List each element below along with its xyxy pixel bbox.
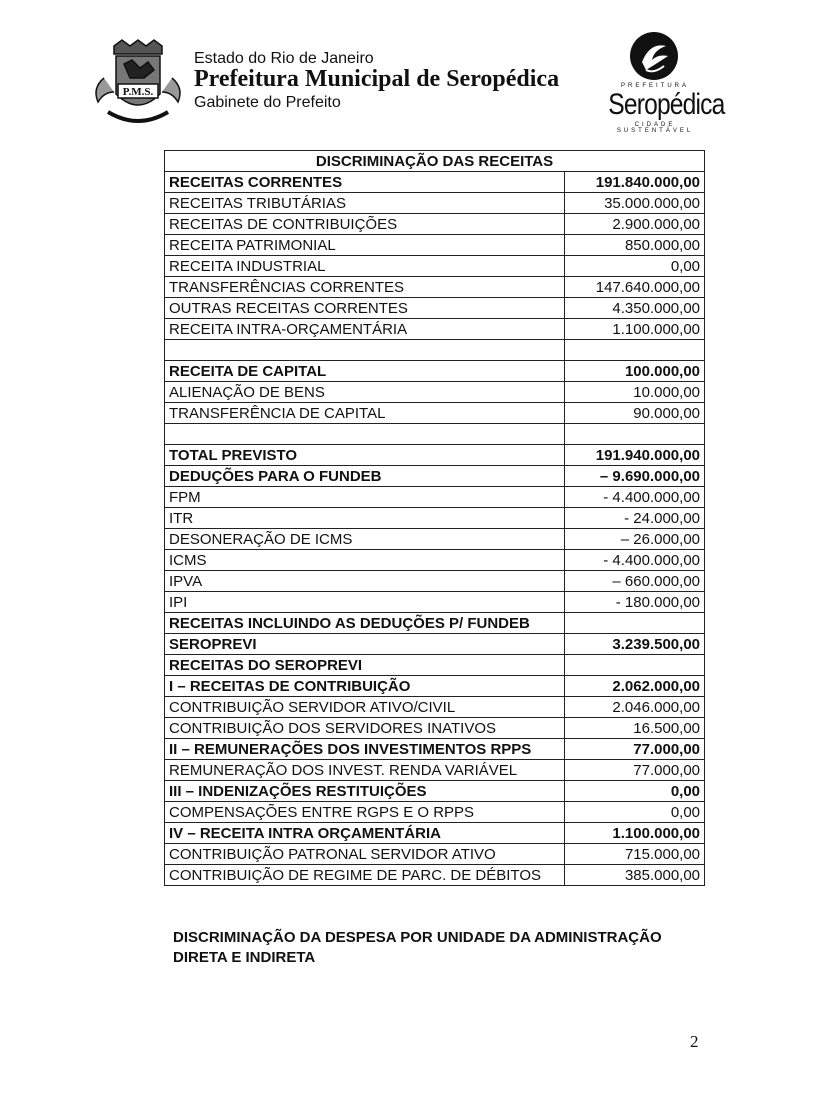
row-value <box>565 424 705 445</box>
table-row <box>165 760 705 781</box>
table-row <box>165 823 705 844</box>
table-row <box>165 319 705 340</box>
row-label: DESONERAÇÃO DE ICMS <box>165 529 565 550</box>
table-row <box>165 361 705 382</box>
row-value: – 9.690.000,00 <box>565 466 705 487</box>
table-row <box>165 592 705 613</box>
row-value: 4.350.000,00 <box>565 298 705 319</box>
row-label: IV – RECEITA INTRA ORÇAMENTÁRIA <box>165 823 565 844</box>
row-label: ICMS <box>165 550 565 571</box>
table-row <box>165 277 705 298</box>
table-row <box>165 802 705 823</box>
table-row <box>165 634 705 655</box>
row-value: 77.000,00 <box>565 760 705 781</box>
row-label: RECEITAS DE CONTRIBUIÇÕES <box>165 214 565 235</box>
table-row <box>165 613 705 634</box>
row-value: 715.000,00 <box>565 844 705 865</box>
row-label: RECEITA DE CAPITAL <box>165 361 565 382</box>
table-row <box>165 298 705 319</box>
row-label: SEROPREVI <box>165 634 565 655</box>
row-value: 100.000,00 <box>565 361 705 382</box>
cabinet-name: Gabinete do Prefeito <box>194 94 341 111</box>
logo-prefeitura-label: PREFEITURA <box>620 83 689 89</box>
row-value: 77.000,00 <box>565 739 705 760</box>
row-label: COMPENSAÇÕES ENTRE RGPS E O RPPS <box>165 802 565 823</box>
logo-tagline: CIDADE SUSTENTÁVEL <box>616 122 694 134</box>
row-value: 90.000,00 <box>565 403 705 424</box>
row-value: - 4.400.000,00 <box>565 487 705 508</box>
page-number: 2 <box>690 1032 699 1051</box>
expense-section-title: DISCRIMINAÇÃO DA DESPESA POR UNIDADE DA ADMINISTRAÇÃO DIRETA E INDIRETA <box>173 929 662 966</box>
row-value: 0,00 <box>565 802 705 823</box>
table-row <box>165 466 705 487</box>
row-value: 0,00 <box>565 256 705 277</box>
row-value: 1.100.000,00 <box>565 823 705 844</box>
table-row <box>165 550 705 571</box>
crest-text: P.M.S. <box>122 86 154 98</box>
table-row <box>165 571 705 592</box>
row-value: 1.100.000,00 <box>565 319 705 340</box>
row-value: 3.239.500,00 <box>565 634 705 655</box>
table-row <box>165 424 705 445</box>
table-body <box>165 172 705 886</box>
seropedica-logo <box>598 30 725 134</box>
row-value: – 660.000,00 <box>565 571 705 592</box>
table-row <box>165 235 705 256</box>
row-label <box>165 424 565 445</box>
row-label: RECEITA INTRA-ORÇAMENTÁRIA <box>165 319 565 340</box>
row-value: – 26.000,00 <box>565 529 705 550</box>
row-value <box>565 340 705 361</box>
row-value: - 24.000,00 <box>565 508 705 529</box>
table-row <box>165 529 705 550</box>
municipal-crest-icon <box>84 38 192 134</box>
row-label: I – RECEITAS DE CONTRIBUIÇÃO <box>165 676 565 697</box>
row-label: II – REMUNERAÇÕES DOS INVESTIMENTOS RPPS <box>165 739 565 760</box>
row-label: RECEITAS INCLUINDO AS DEDUÇÕES P/ FUNDEB <box>165 613 565 634</box>
row-label: CONTRIBUIÇÃO DOS SERVIDORES INATIVOS <box>165 718 565 739</box>
row-label: CONTRIBUIÇÃO PATRONAL SERVIDOR ATIVO <box>165 844 565 865</box>
row-label: RECEITAS DO SEROPREVI <box>165 655 565 676</box>
revenue-table <box>164 150 705 886</box>
row-label: FPM <box>165 487 565 508</box>
row-value: 35.000.000,00 <box>565 193 705 214</box>
table-row <box>165 403 705 424</box>
logo-city-name: Seropédica <box>608 88 725 121</box>
row-label: CONTRIBUIÇÃO DE REGIME DE PARC. DE DÉBITOS <box>165 865 565 886</box>
page-header <box>0 0 819 140</box>
row-label: RECEITA PATRIMONIAL <box>165 235 565 256</box>
row-label: TOTAL PREVISTO <box>165 445 565 466</box>
row-value: 850.000,00 <box>565 235 705 256</box>
seropedica-emblem-icon <box>628 30 680 82</box>
table-row <box>165 718 705 739</box>
table-row <box>165 781 705 802</box>
table-row <box>165 487 705 508</box>
table-row <box>165 214 705 235</box>
row-label: OUTRAS RECEITAS CORRENTES <box>165 298 565 319</box>
table-row <box>165 445 705 466</box>
row-value: 10.000,00 <box>565 382 705 403</box>
row-label <box>165 340 565 361</box>
table-row <box>165 697 705 718</box>
row-value: 385.000,00 <box>565 865 705 886</box>
table-row <box>165 865 705 886</box>
row-value: 2.062.000,00 <box>565 676 705 697</box>
row-label: RECEITAS TRIBUTÁRIAS <box>165 193 565 214</box>
row-value: 16.500,00 <box>565 718 705 739</box>
table-row <box>165 844 705 865</box>
table-row <box>165 739 705 760</box>
table-row <box>165 382 705 403</box>
row-value: 2.046.000,00 <box>565 697 705 718</box>
row-value: - 180.000,00 <box>565 592 705 613</box>
table-row <box>165 676 705 697</box>
row-value: 2.900.000,00 <box>565 214 705 235</box>
row-label: IPI <box>165 592 565 613</box>
row-label: RECEITA INDUSTRIAL <box>165 256 565 277</box>
table-row <box>165 172 705 193</box>
row-value <box>565 613 705 634</box>
table-title: DISCRIMINAÇÃO DAS RECEITAS <box>165 151 705 172</box>
state-name: Estado do Rio de Janeiro <box>194 50 374 67</box>
table-row <box>165 256 705 277</box>
row-label: CONTRIBUIÇÃO SERVIDOR ATIVO/CIVIL <box>165 697 565 718</box>
table-row <box>165 508 705 529</box>
row-label: DEDUÇÕES PARA O FUNDEB <box>165 466 565 487</box>
prefeitura-title: Prefeitura Municipal de Seropédica <box>194 66 560 92</box>
row-value: 191.940.000,00 <box>565 445 705 466</box>
table-row <box>165 193 705 214</box>
row-label: TRANSFERÊNCIA DE CAPITAL <box>165 403 565 424</box>
row-value <box>565 655 705 676</box>
table-row <box>165 655 705 676</box>
row-label: TRANSFERÊNCIAS CORRENTES <box>165 277 565 298</box>
row-value: 0,00 <box>565 781 705 802</box>
row-value: 191.840.000,00 <box>565 172 705 193</box>
row-label: ITR <box>165 508 565 529</box>
row-value: 147.640.000,00 <box>565 277 705 298</box>
row-label: REMUNERAÇÃO DOS INVEST. RENDA VARIÁVEL <box>165 760 565 781</box>
row-label: ALIENAÇÃO DE BENS <box>165 382 565 403</box>
table-row <box>165 340 705 361</box>
row-value: - 4.400.000,00 <box>565 550 705 571</box>
row-label: III – INDENIZAÇÕES RESTITUIÇÕES <box>165 781 565 802</box>
row-label: RECEITAS CORRENTES <box>165 172 565 193</box>
row-label: IPVA <box>165 571 565 592</box>
